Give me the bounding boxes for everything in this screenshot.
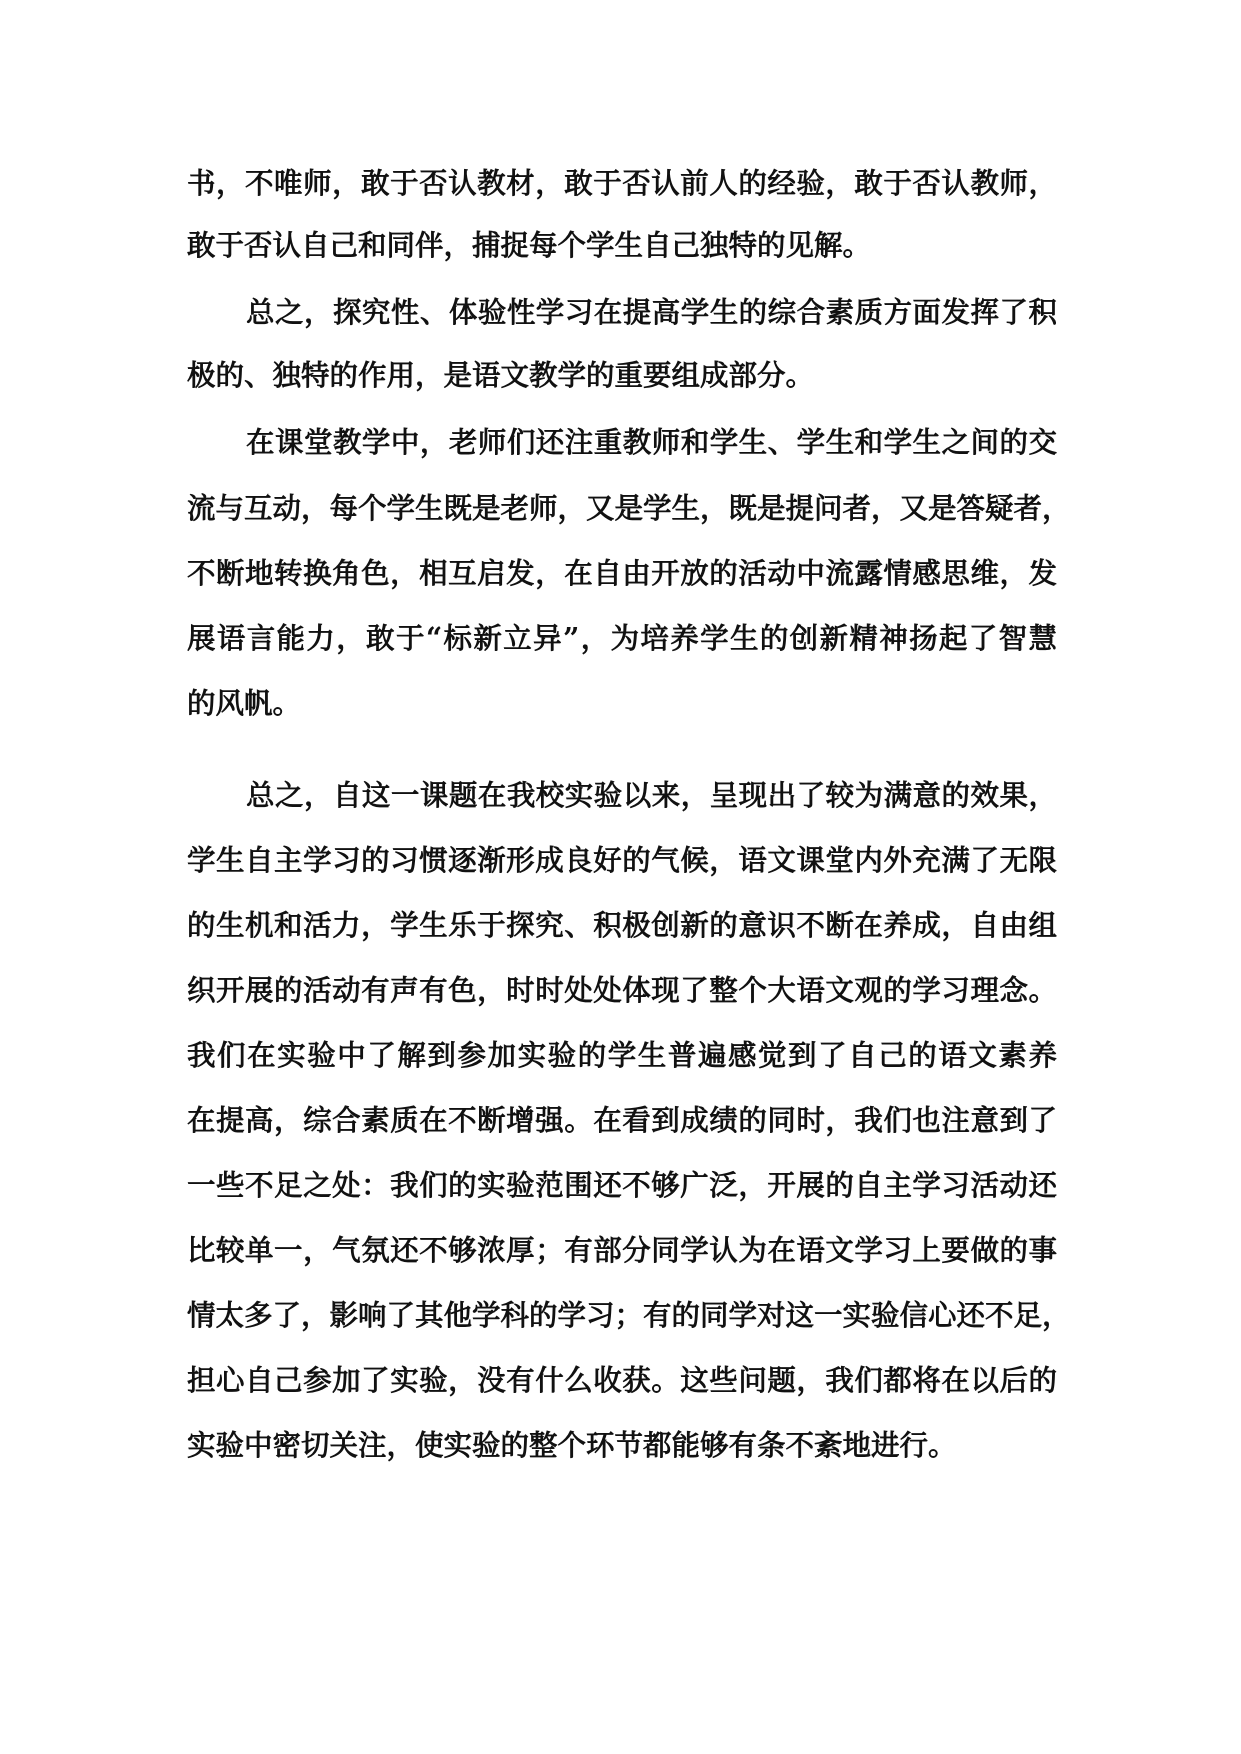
- text-line: 一些不足之处：我们的实验范围还不够广泛，开展的自主学习活动还: [187, 1168, 1057, 1202]
- text-line: 展语言能力，敢于“标新立异”，为培养学生的创新精神扬起了智慧: [187, 621, 1057, 655]
- text-line: 的风帆。: [187, 686, 302, 720]
- text-line: 不断地转换角色，相互启发，在自由开放的活动中流露情感思维，发: [187, 556, 1057, 590]
- text-line: 情太多了，影响了其他学科的学习；有的同学对这一实验信心还不足，: [187, 1298, 1071, 1332]
- text-line: 我们在实验中了解到参加实验的学生普遍感觉到了自己的语文素养: [187, 1038, 1057, 1072]
- text-line: 实验中密切关注，使实验的整个环节都能够有条不紊地进行。: [187, 1428, 957, 1462]
- text-line: 书，不唯师，敢于否认教材，敢于否认前人的经验，敢于否认教师，: [187, 166, 1057, 200]
- text-line: 极的、独特的作用，是语文教学的重要组成部分。: [187, 358, 815, 392]
- text-line: 担心自己参加了实验，没有什么收获。这些问题，我们都将在以后的: [187, 1363, 1057, 1397]
- text-line: 流与互动，每个学生既是老师，又是学生，既是提问者，又是答疑者，: [187, 491, 1071, 525]
- text-line: 在课堂教学中，老师们还注重教师和学生、学生和学生之间的交: [246, 425, 1057, 459]
- text-line: 总之，自这一课题在我校实验以来，呈现出了较为满意的效果，: [246, 778, 1057, 812]
- text-line: 学生自主学习的习惯逐渐形成良好的气候，语文课堂内外充满了无限: [187, 843, 1057, 877]
- text-line: 织开展的活动有声有色，时时处处体现了整个大语文观的学习理念。: [187, 973, 1057, 1007]
- text-line: 在提高，综合素质在不断增强。在看到成绩的同时，我们也注意到了: [187, 1103, 1057, 1137]
- text-line: 敢于否认自己和同伴，捕捉每个学生自己独特的见解。: [187, 228, 872, 262]
- text-line: 总之，探究性、体验性学习在提高学生的综合素质方面发挥了积: [246, 295, 1057, 329]
- text-line: 的生机和活力，学生乐于探究、积极创新的意识不断在养成，自由组: [187, 908, 1057, 942]
- text-line: 比较单一，气氛还不够浓厚；有部分同学认为在语文学习上要做的事: [187, 1233, 1057, 1267]
